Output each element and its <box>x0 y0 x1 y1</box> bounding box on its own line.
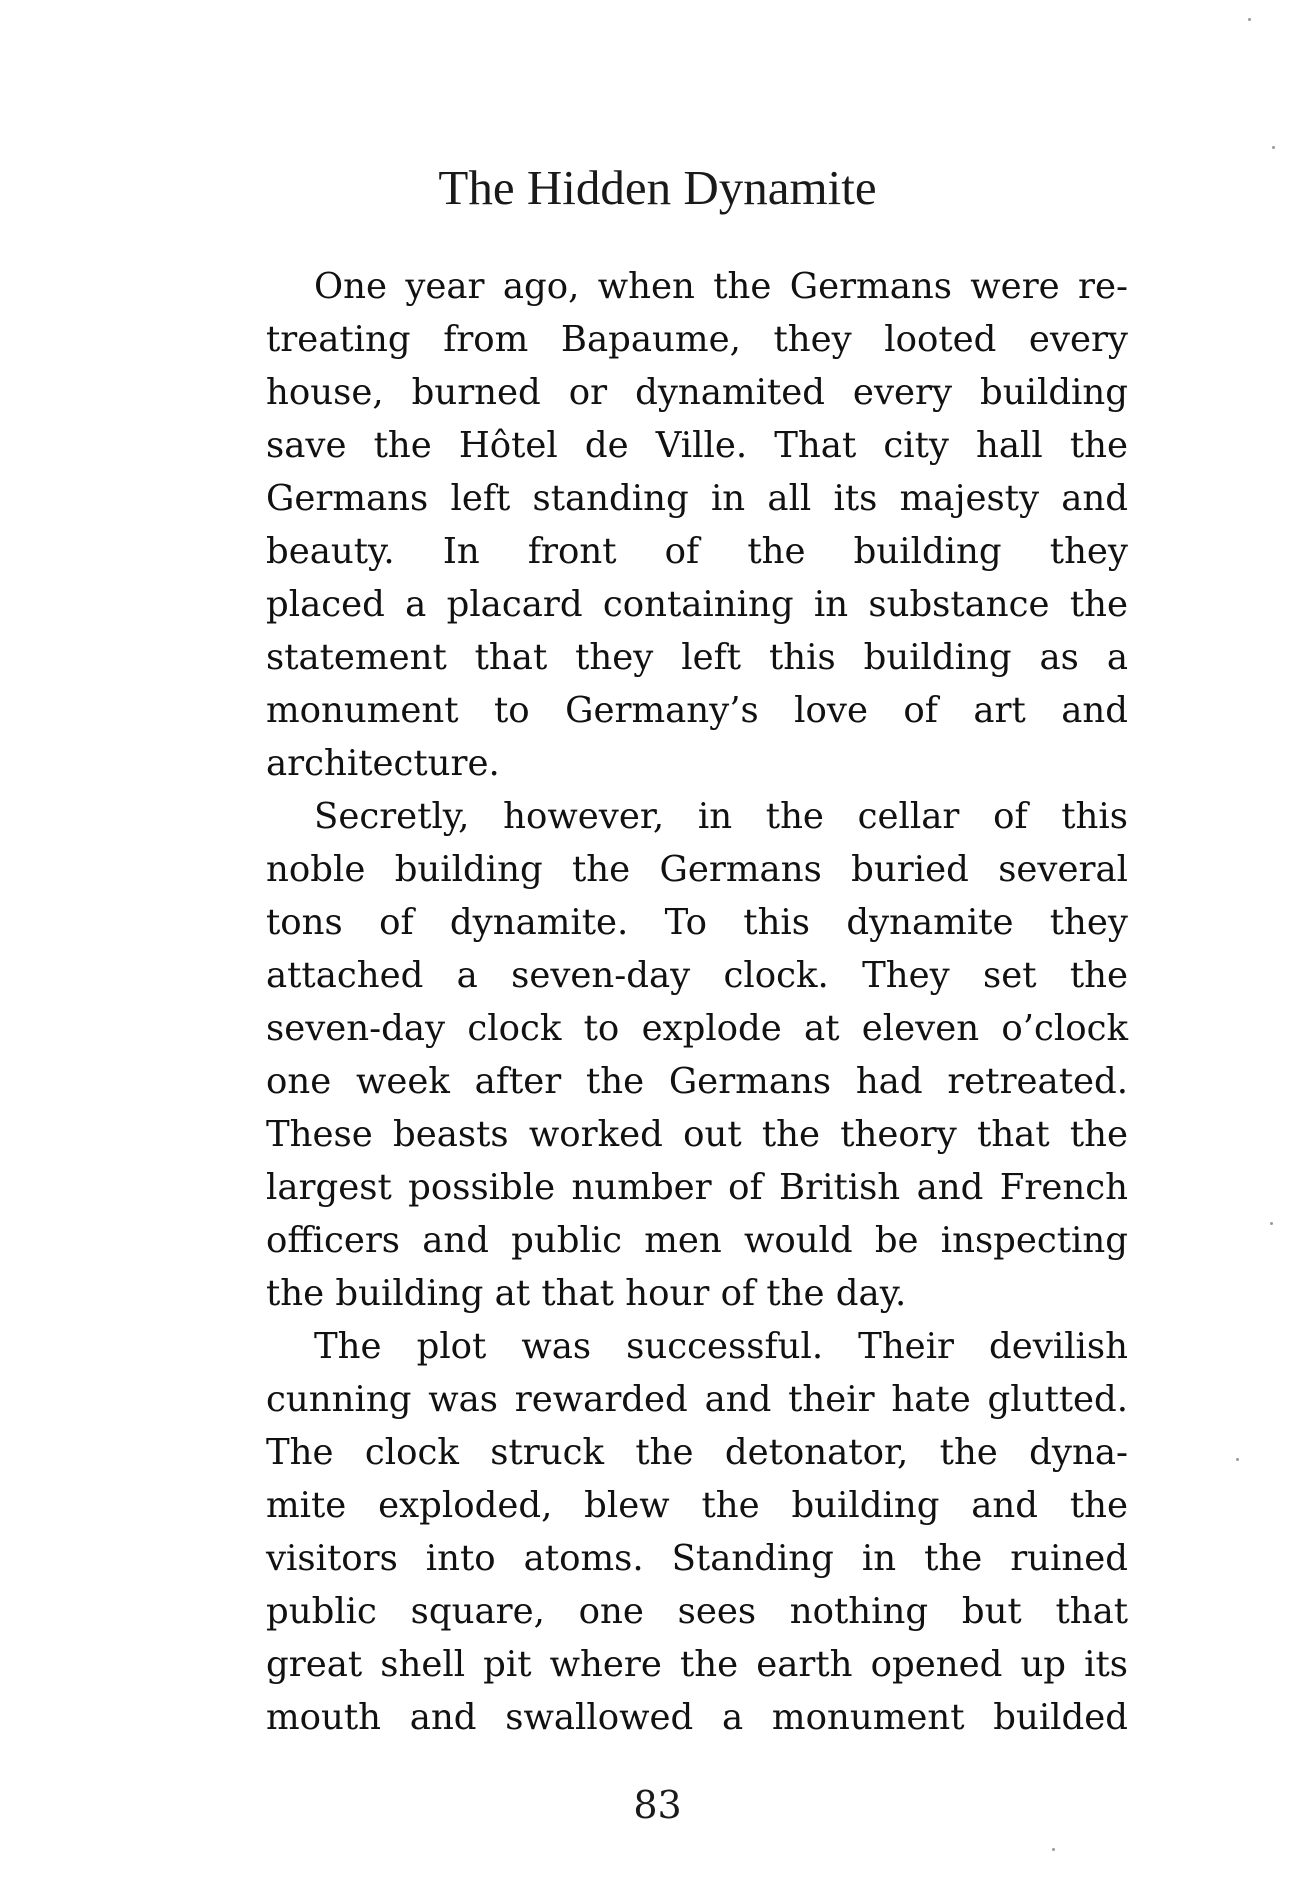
chapter-title: The Hidden Dynamite <box>438 160 877 215</box>
text-line: noble building the Germans buried several <box>266 849 1128 890</box>
text-line: architecture. <box>266 743 500 784</box>
text-line: attached a seven-day clock. They set the <box>266 955 1128 996</box>
scan-speck <box>1236 1458 1239 1461</box>
text-line: public square, one sees nothing but that <box>266 1591 1128 1632</box>
scan-speck <box>1270 1222 1273 1225</box>
page-number: 83 <box>633 1783 682 1827</box>
text-line: one week after the Germans had retreated. <box>266 1061 1128 1102</box>
text-line: One year ago, when the Germans were re- <box>314 266 1128 307</box>
body-text <box>266 260 1128 1744</box>
text-line: house, burned or dynamited every building <box>266 372 1128 413</box>
text-line: mite exploded, blew the building and the <box>266 1485 1128 1526</box>
text-line: cunning was rewarded and their hate glutted. <box>266 1379 1128 1420</box>
text-line: placed a placard containing in substance the <box>266 584 1128 625</box>
text-line: Secretly, however, in the cellar of this <box>314 796 1128 837</box>
text-line: Germans left standing in all its majesty and <box>266 478 1128 519</box>
text-line: seven-day clock to explode at eleven o’clock <box>266 1008 1128 1049</box>
text-line: mouth and swallowed a monument builded <box>266 1697 1128 1738</box>
text-line: great shell pit where the earth opened up its <box>266 1644 1128 1685</box>
text-line: save the Hôtel de Ville. That city hall the <box>266 425 1128 466</box>
scan-speck <box>1248 18 1251 21</box>
text-line: tons of dynamite. To this dynamite they <box>266 902 1128 943</box>
text-line: The plot was successful. Their devilish <box>314 1326 1128 1367</box>
text-line: monument to Germany’s love of art and <box>266 690 1128 731</box>
text-line: treating from Bapaume, they looted every <box>266 319 1128 360</box>
text-line: largest possible number of British and French <box>266 1167 1128 1208</box>
text-line: the building at that hour of the day. <box>266 1273 907 1314</box>
text-line: beauty. In front of the building they <box>266 531 1128 572</box>
text-line: statement that they left this building as a <box>266 637 1128 678</box>
text-line: The clock struck the detonator, the dyna- <box>266 1432 1128 1473</box>
text-line: visitors into atoms. Standing in the ruined <box>266 1538 1128 1579</box>
text-line: These beasts worked out the theory that the <box>266 1114 1128 1155</box>
scan-speck <box>1272 146 1275 149</box>
text-line: officers and public men would be inspecting <box>266 1220 1128 1261</box>
scan-speck <box>1052 1848 1055 1851</box>
